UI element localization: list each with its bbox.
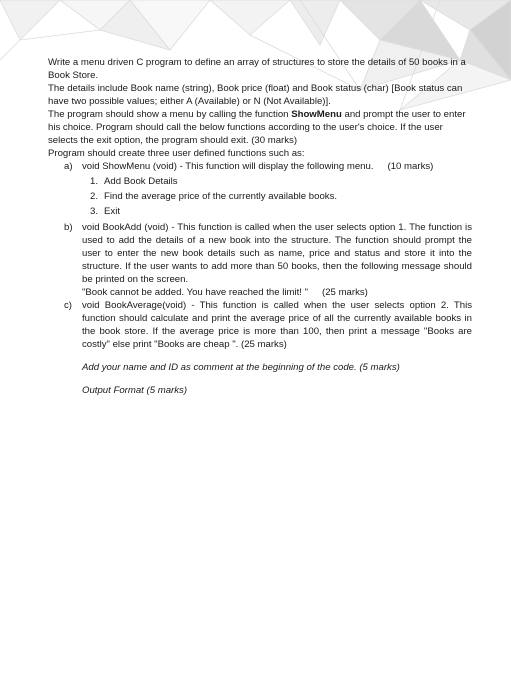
item-b [64, 221, 472, 299]
assignment-document [48, 56, 472, 397]
menu-option-3 [90, 205, 472, 218]
menu-option-1-text: Add Book Details [104, 176, 178, 187]
item-a-marks: (10 marks) [387, 161, 434, 172]
item-b-message-line [82, 286, 472, 299]
menu-option-2-text: Find the average price of the currently available books. [104, 191, 338, 202]
item-b-marks: (25 marks) [322, 287, 368, 298]
menu-option-1 [90, 175, 472, 188]
output-format-note: Output Format (5 marks) [82, 385, 188, 396]
intro-paragraph-3 [48, 108, 472, 147]
item-b-limit-message: "Book cannot be added. You have reached the limit! " [82, 287, 309, 298]
intro-paragraph-3-pre: The program should show a menu by calling the function [48, 109, 292, 120]
menu-option-3-text: Exit [104, 206, 120, 217]
item-a-marker: a) [64, 161, 73, 172]
menu-option-2-number: 2. [90, 191, 99, 202]
intro-marks: (30 marks) [251, 135, 298, 146]
intro-paragraph-1: Write a menu driven C program to define an array of structures to store the details of 50 books in a Book Store. [48, 57, 466, 81]
item-a [64, 160, 472, 173]
intro-paragraph-3-post: and prompt the user to enter his choice. Program should call the below functions according to the user's choice. If the user selects the exit option, the program should exit. [48, 109, 466, 146]
intro-paragraph-4: Program should create three user defined functions such as: [48, 148, 305, 159]
intro-paragraph-2: The details include Book name (string), Book price (float) and Book status (char) [Book status can have two possible values; either A (Available) or N (Not Available)]. [48, 83, 463, 107]
item-b-text: void BookAdd (void) - This function is called when the user selects option 1. The function is used to add the details of a new book into the structure. The function should prompt the user to enter the new book details such as name, price and status and store it into the structure. If the user wants to add more than 50 books, then the following message should be printed on the screen. [82, 222, 472, 285]
item-c-text: void BookAverage(void) - This function is called when the user selects option 2. This function should calculate and print the average price of all the currently available books in the book store. If the average price is more than 100, then print a message "Books are costly" else print "Books are cheap ". (25 marks) [82, 300, 472, 350]
item-b-marker: b) [64, 222, 73, 233]
menu-option-2 [90, 190, 472, 203]
name-id-note: Add your name and ID as comment at the beginning of the code. (5 marks) [82, 362, 400, 373]
showmenu-function-name: ShowMenu [291, 109, 342, 120]
menu-option-3-number: 3. [90, 206, 99, 217]
item-c [64, 299, 472, 351]
item-a-text: void ShowMenu (void) - This function will display the following menu. [82, 161, 374, 172]
item-c-marker: c) [64, 300, 72, 311]
menu-option-1-number: 1. [90, 176, 99, 187]
